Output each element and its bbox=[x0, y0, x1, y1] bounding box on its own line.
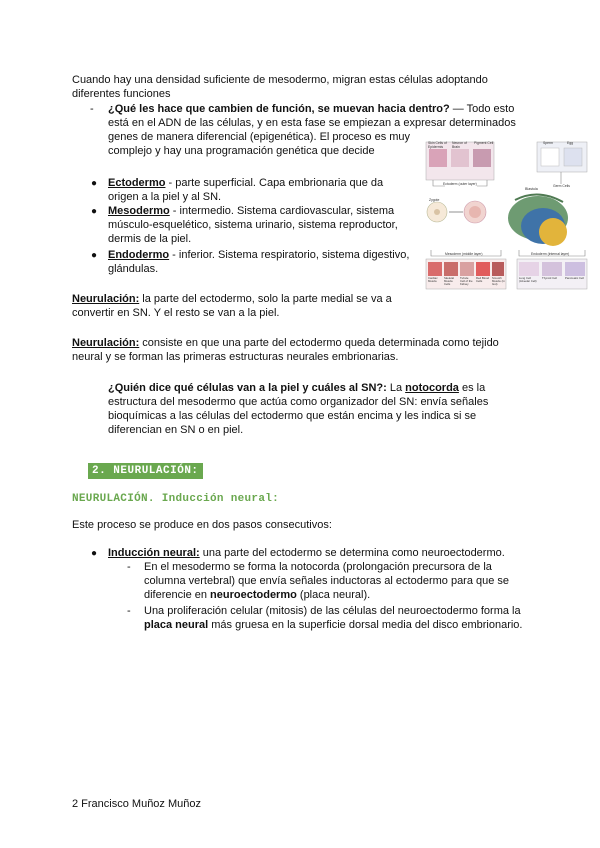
red-blood-cells-image bbox=[476, 262, 490, 276]
sperm-image bbox=[541, 148, 559, 166]
skeletal-muscle-image bbox=[444, 262, 458, 276]
skin-cell-image bbox=[429, 149, 447, 167]
bullet-icon: ● bbox=[91, 548, 98, 559]
dash-marker: - bbox=[90, 103, 94, 115]
question1-block: ¿Qué les hace que cambien de función, se muevan hacia dentro? — Todo esto está en el ADN de las células, y en esta fase se empiezan a expresar determinados genes de manera diferencial (epigenética). El proceso es muy complejo y hay una programación genética que decide bbox=[108, 103, 516, 157]
page-footer: 2 Francisco Muñoz Muñoz bbox=[72, 798, 201, 810]
neuron-image bbox=[451, 149, 469, 167]
pancreatic-cell-image bbox=[565, 262, 585, 276]
kidney-tubule-image bbox=[460, 262, 474, 276]
bullet-icon: ● bbox=[91, 178, 98, 189]
question2-block: ¿Quién dice qué células van a la piel y cuáles al SN?: La notocorda es la estructura del mesodermo que actúa como organizador del SN: envía señales bioquímicas a las células del ectodermo que están encima y les indica si se diferencian en SN o en piel. bbox=[108, 382, 489, 436]
smooth-muscle-image bbox=[492, 262, 504, 276]
section-heading: 2. NEURULACIÓN: bbox=[88, 463, 203, 479]
mesoderm-label: Mesoderm (middle layer) bbox=[445, 252, 483, 256]
layer-endodermo: Endodermo - inferior. Sistema respiratorio, sistema digestivo, glándulas. bbox=[108, 249, 410, 275]
germ-layers-figure: Skin Cells of Epidermis Neuron of Brain Pigment Cell Sperm Egg Ectoderm (outer layer) Blastula Zygote Germ Cells Mesoderm (middle layer) Endoderm (internal layer) Cardiac Muscle Skeletal Muscle Cells Tubule Cell of the Kidney Red Blood Cells Smooth Muscle (in Gut) Lung Cell (Alveolar Cell) Thyroid Cell Pancreatic Cell bbox=[423, 140, 589, 292]
question1-bold: ¿Qué les hace que cambien de función, se muevan hacia dentro? bbox=[108, 103, 450, 115]
zygote-label: Zygote bbox=[429, 198, 440, 202]
egg-image bbox=[564, 148, 582, 166]
dash-marker: - bbox=[127, 605, 131, 617]
layer-mesodermo: Mesodermo - intermedio. Sistema cardiovascular, sistema músculo-esquelético, sistema urinario, sistema reproductor, dermis de la piel. bbox=[108, 205, 398, 245]
blastula-label: Blastula bbox=[525, 187, 538, 191]
germ-cells-label: Germ Cells bbox=[553, 184, 570, 188]
sub-heading: NEURULACIÓN. Inducción neural: bbox=[72, 493, 280, 505]
endoderm-label: Endoderm (internal layer) bbox=[531, 252, 570, 256]
blastula-yolk bbox=[539, 218, 567, 246]
pigment-cell-image bbox=[473, 149, 491, 167]
dash-marker: - bbox=[127, 561, 131, 573]
bullet-icon: ● bbox=[91, 250, 98, 261]
germ-layers-diagram bbox=[423, 140, 589, 292]
figure-cell-labels: Cardiac Muscle Skeletal Muscle Cells Tubule Cell of the Kidney Red Blood Cells Smooth Muscle (in Gut) Lung Cell (Alveolar Cell) Thyroid Cell Pancreatic Cell bbox=[428, 276, 584, 286]
bullet-icon: ● bbox=[91, 206, 98, 217]
morula-inner bbox=[469, 206, 481, 218]
neurulacion-paragraph-2: Neurulación: consiste en que una parte del ectodermo queda determinada como tejido neural y se forman las primeras estructuras neurales embrionarias. bbox=[72, 337, 499, 363]
induccion-sub2: Una proliferación celular (mitosis) de las células del neuroectodermo forma la placa neural más gruesa en la superficie dorsal media del disco embrionario. bbox=[144, 605, 523, 631]
ectoderm-label: Ectoderm (outer layer) bbox=[443, 182, 477, 186]
zygote-nucleus bbox=[434, 209, 440, 215]
notocorda-term: notocorda bbox=[405, 382, 459, 394]
layer-ectodermo: Ectodermo - parte superficial. Capa embrionaria que da origen a la piel y al SN. bbox=[108, 177, 384, 203]
intro-paragraph: Cuando hay una densidad suficiente de mesodermo, migran estas células adoptando diferentes funciones bbox=[72, 74, 488, 100]
cardiac-muscle-image bbox=[428, 262, 442, 276]
induccion-sub1: En el mesodermo se forma la notocorda (prolongación precursora de la columna vertebral) que envía señales inductoras al ectodermo para que se diferencie en neuroectodermo (placa neural). bbox=[144, 561, 510, 601]
thyroid-cell-image bbox=[542, 262, 562, 276]
neurulacion-paragraph-1: Neurulación: la parte del ectodermo, solo la parte medial se va a convertir en SN. Y el resto se van a la piel. bbox=[72, 293, 392, 319]
lung-cell-image bbox=[519, 262, 539, 276]
induccion-neural-item: Inducción neural: una parte del ectodermo se determina como neuroectodermo. bbox=[108, 547, 505, 559]
process-intro: Este proceso se produce en dos pasos consecutivos: bbox=[72, 519, 332, 531]
